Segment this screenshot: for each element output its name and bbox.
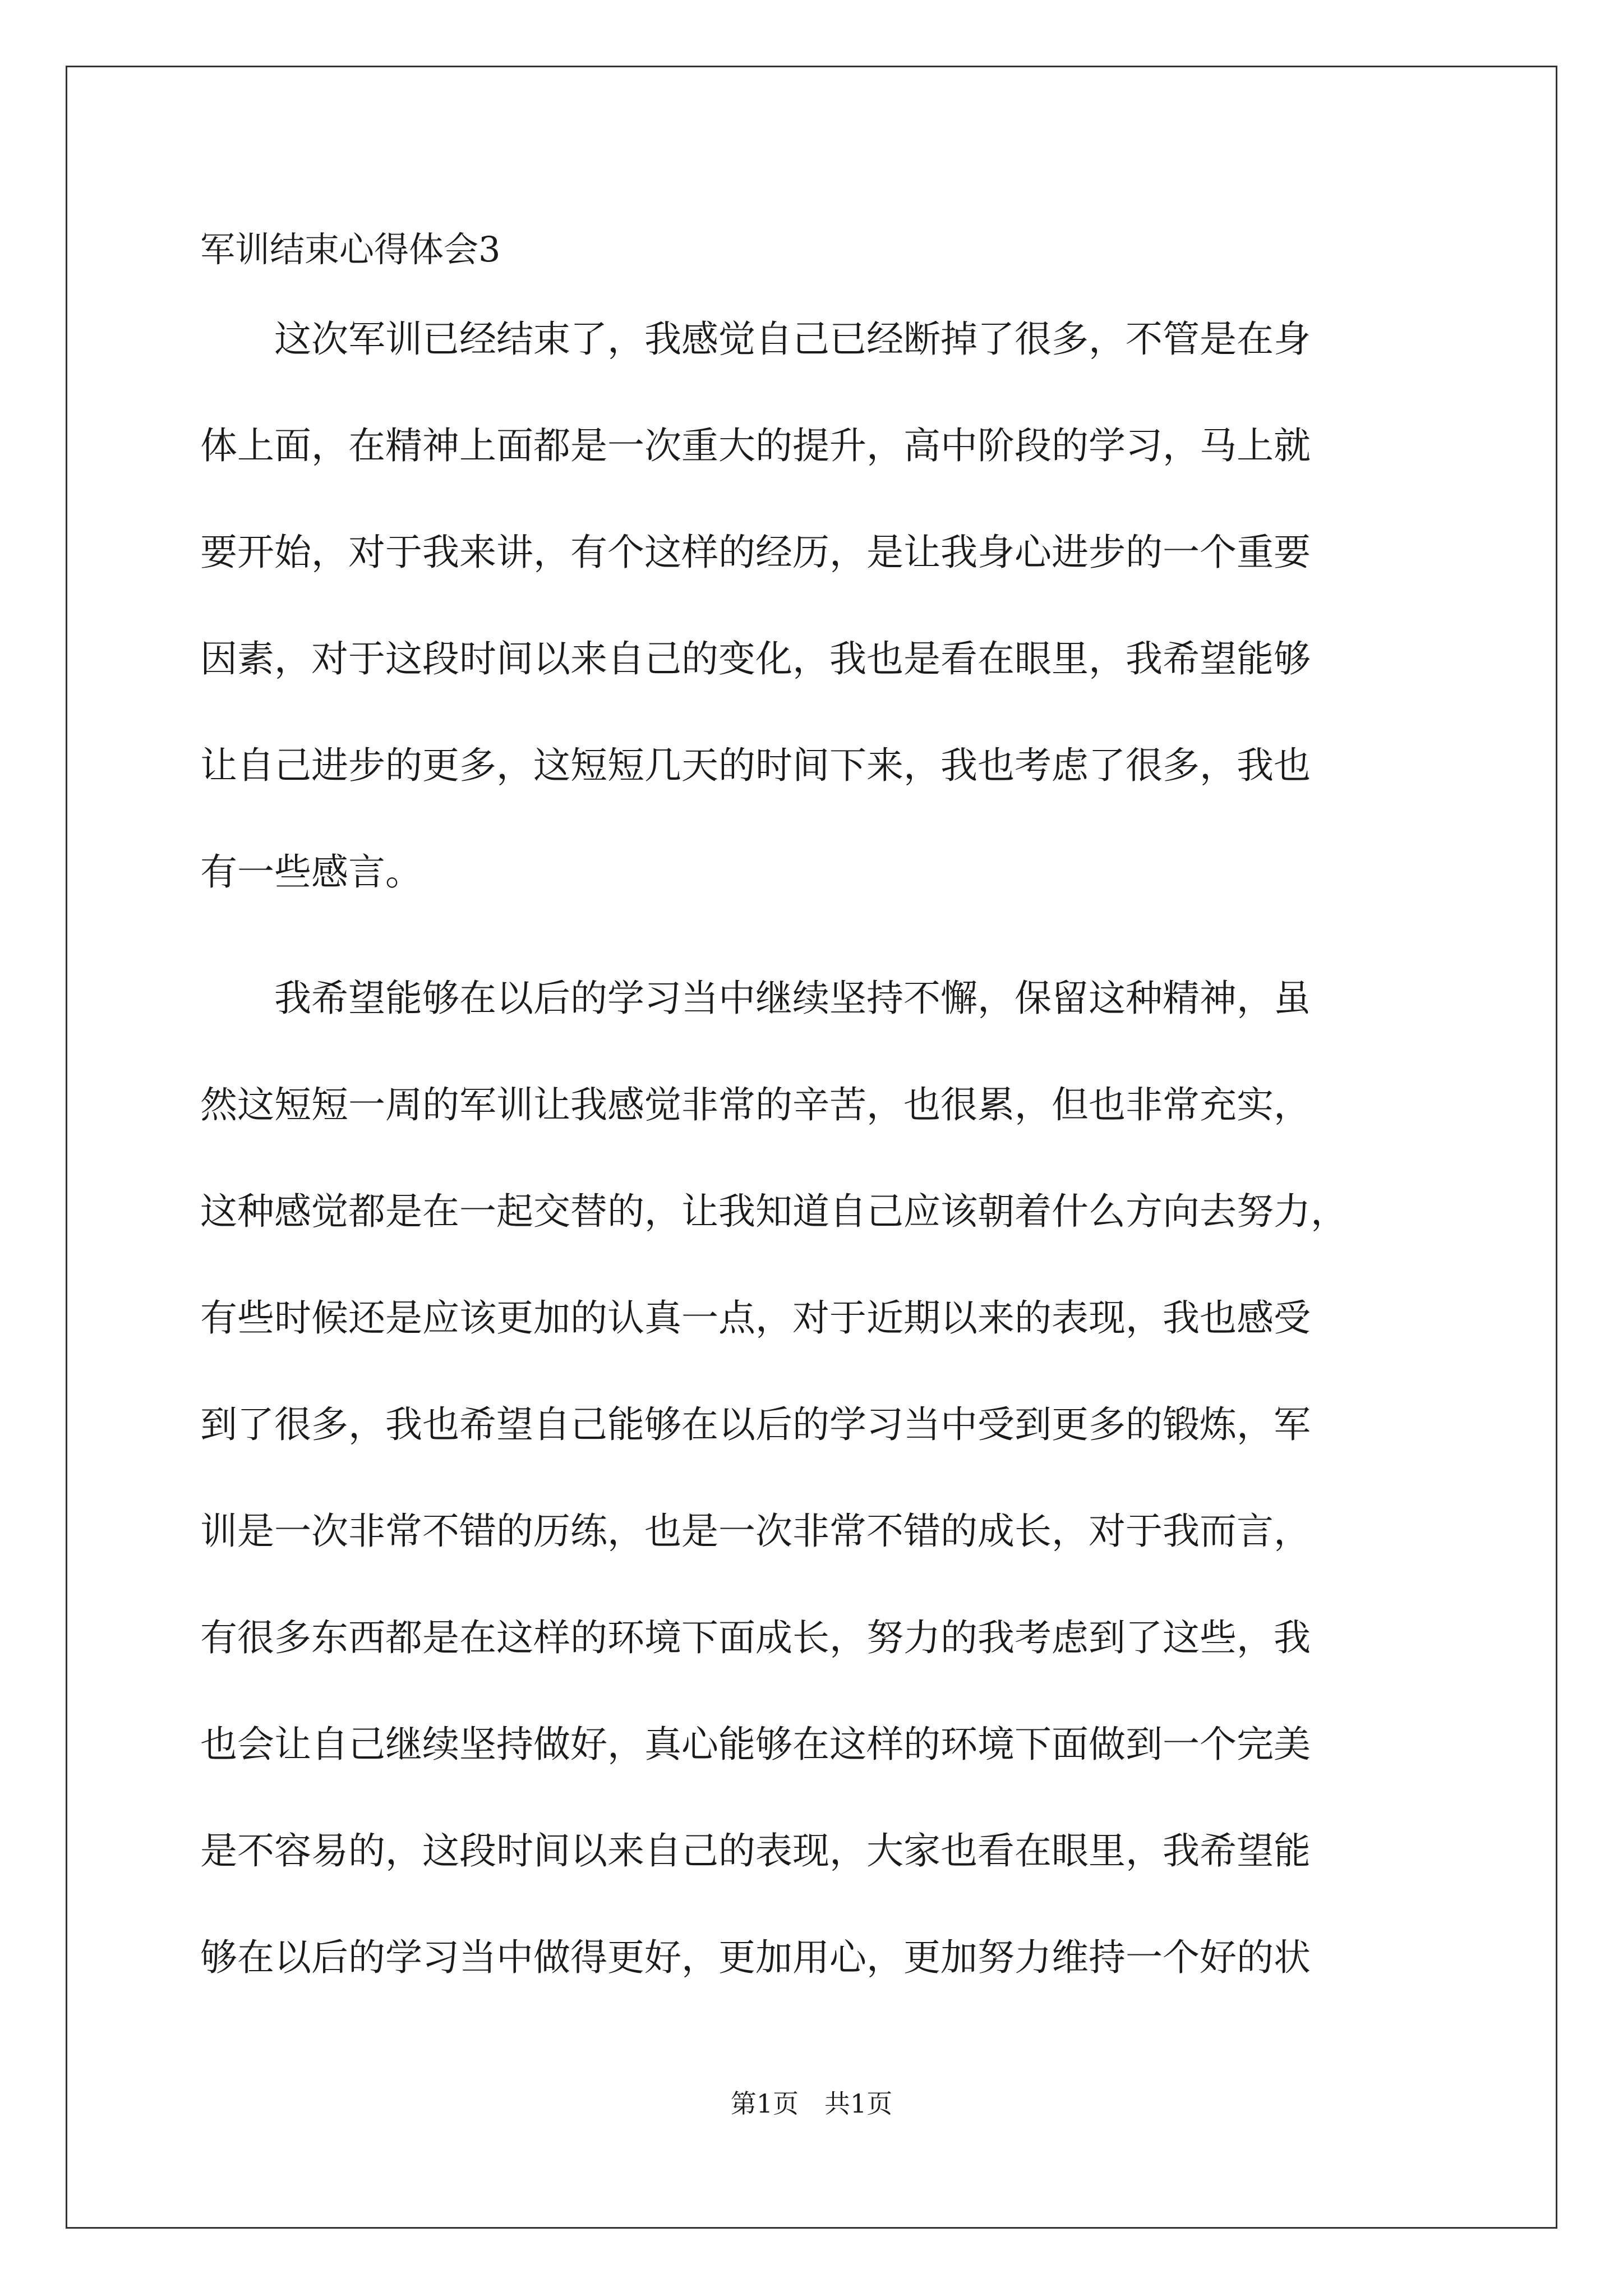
body-line-12: 训是一次非常不错的历练，也是一次非常不错的成长，对于我而言， [200, 1510, 1311, 1553]
body-line-3: 要开始，对于我来讲，有个这样的经历，是让我身心进步的一个重要 [200, 531, 1311, 574]
body-line-10: 有些时候还是应该更加的认真一点，对于近期以来的表现，我也感受 [200, 1296, 1311, 1340]
body-line-4: 因素，对于这段时间以来自己的变化，我也是看在眼里，我希望能够 [200, 637, 1311, 680]
page-frame [66, 66, 1557, 2229]
body-line-11: 到了很多，我也希望自己能够在以后的学习当中受到更多的锻炼，军 [200, 1403, 1311, 1446]
body-line-16: 够在以后的学习当中做得更好，更加用心，更加努力维持一个好的状 [200, 1936, 1311, 1979]
body-line-7: 我希望能够在以后的学习当中继续坚持不懈，保留这种精神，虽 [200, 977, 1311, 1020]
body-line-15: 是不容易的，这段时间以来自己的表现，大家也看在眼里，我希望能 [200, 1829, 1311, 1872]
body-line-1: 这次军训已经结束了，我感觉自己已经断掉了很多，不管是在身 [200, 318, 1311, 361]
body-line-14: 也会让自己继续坚持做好，真心能够在这样的环境下面做到一个完美 [200, 1723, 1311, 1766]
page-footer: 第1页 共1页 [730, 2088, 893, 2119]
body-line-8: 然这短短一周的军训让我感觉非常的辛苦，也很累，但也非常充实， [200, 1083, 1311, 1126]
body-line-13: 有很多东西都是在这样的环境下面成长，努力的我考虑到了这些，我 [200, 1616, 1311, 1659]
body-line-2: 体上面，在精神上面都是一次重大的提升，高中阶段的学习，马上就 [200, 424, 1311, 467]
body-line-9: 这种感觉都是在一起交替的，让我知道自己应该朝着什么方向去努力， [200, 1190, 1348, 1233]
body-line-6: 有一些感言。 [200, 850, 422, 894]
document-title: 军训结束心得体会3 [200, 229, 501, 270]
body-line-5: 让自己进步的更多，这短短几天的时间下来，我也考虑了很多，我也 [200, 744, 1311, 787]
